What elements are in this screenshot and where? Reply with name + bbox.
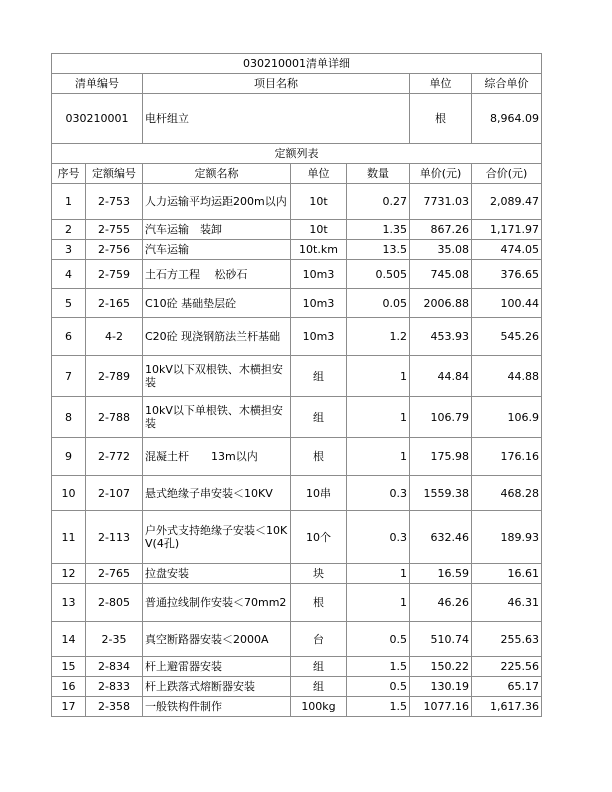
table-row [52,677,542,697]
table-row [52,184,542,220]
row-quota-code: 2-772 [86,438,143,476]
row-quota-name: 土石方工程 松砂石 [143,260,291,289]
row-quota-code: 2-113 [86,511,143,564]
row-quota-code: 2-788 [86,397,143,438]
row-quota-code: 2-833 [86,677,143,697]
row-seq: 14 [52,622,86,657]
row-unit: 10串 [291,476,347,511]
table-row [52,220,542,240]
row-seq: 1 [52,184,86,220]
row-total-price: 16.61 [472,564,542,584]
row-seq: 7 [52,356,86,397]
row-total-price: 545.26 [472,318,542,356]
row-quota-code: 2-759 [86,260,143,289]
row-quantity: 1.5 [347,697,410,717]
seq-header: 序号 [52,164,86,184]
row-unit: 组 [291,397,347,438]
quota-title-row [52,144,542,164]
row-total-price: 255.63 [472,622,542,657]
table-row [52,240,542,260]
row-quota-name: 拉盘安装 [143,564,291,584]
row-quota-code: 2-165 [86,289,143,318]
row-unit: 组 [291,677,347,697]
title-row [52,54,542,74]
row-unit-price: 44.84 [410,356,472,397]
row-quota-code: 2-755 [86,220,143,240]
row-seq: 9 [52,438,86,476]
row-quota-code: 2-805 [86,584,143,622]
table-row [52,260,542,289]
row-total-price: 225.56 [472,657,542,677]
bill-name: 电杆组立 [143,94,410,144]
row-unit-price: 130.19 [410,677,472,697]
row-seq: 17 [52,697,86,717]
row-quota-name: 混凝土杆 13m以内 [143,438,291,476]
row-unit: 10个 [291,511,347,564]
row-quota-name: 10kV以下双根铁、木横担安装 [143,356,291,397]
row-unit-price: 150.22 [410,657,472,677]
row-quota-name: C10砼 基础垫层砼 [143,289,291,318]
row-quota-name: 悬式绝缘子串安装＜10KV [143,476,291,511]
row-quota-code: 2-834 [86,657,143,677]
row-quota-name: C20砼 现浇钢筋法兰杆基础 [143,318,291,356]
bill-price-header: 综合单价 [472,74,542,94]
row-quantity: 0.5 [347,622,410,657]
quota-code-header: 定额编号 [86,164,143,184]
row-quantity: 0.27 [347,184,410,220]
bill-detail-table [51,53,542,717]
table-title: 030210001清单详细 [52,54,542,74]
row-quota-code: 2-756 [86,240,143,260]
row-quantity: 0.3 [347,476,410,511]
table-row [52,356,542,397]
row-quantity: 1 [347,356,410,397]
row-quantity: 1.35 [347,220,410,240]
row-unit-price: 175.98 [410,438,472,476]
total-price-header: 合价(元) [472,164,542,184]
row-unit: 组 [291,356,347,397]
row-seq: 11 [52,511,86,564]
row-unit: 组 [291,657,347,677]
bill-code-header: 清单编号 [52,74,143,94]
row-unit: 台 [291,622,347,657]
row-unit-price: 632.46 [410,511,472,564]
row-unit-price: 453.93 [410,318,472,356]
row-total-price: 1,171.97 [472,220,542,240]
row-unit-price: 16.59 [410,564,472,584]
row-quantity: 1 [347,564,410,584]
quota-list-title: 定额列表 [52,144,542,164]
quota-name-header: 定额名称 [143,164,291,184]
bill-price: 8,964.09 [472,94,542,144]
row-quantity: 1 [347,397,410,438]
bill-unit: 根 [410,94,472,144]
row-quantity: 1.2 [347,318,410,356]
row-total-price: 474.05 [472,240,542,260]
table-row [52,657,542,677]
row-total-price: 376.65 [472,260,542,289]
row-unit-price: 867.26 [410,220,472,240]
bill-header-row [52,74,542,94]
row-quota-code: 2-35 [86,622,143,657]
row-total-price: 44.88 [472,356,542,397]
row-seq: 16 [52,677,86,697]
row-unit-price: 1559.38 [410,476,472,511]
row-unit-price: 1077.16 [410,697,472,717]
row-seq: 2 [52,220,86,240]
row-quota-name: 一般铁构件制作 [143,697,291,717]
row-quota-code: 2-753 [86,184,143,220]
row-quota-code: 2-107 [86,476,143,511]
row-unit: 10t [291,220,347,240]
table-row [52,564,542,584]
row-total-price: 100.44 [472,289,542,318]
row-quota-name: 户外式支持绝缘子安装＜10KV(4孔) [143,511,291,564]
row-quantity: 1.5 [347,657,410,677]
row-total-price: 2,089.47 [472,184,542,220]
row-unit: 块 [291,564,347,584]
row-quota-name: 人力运输平均运距200m以内 [143,184,291,220]
unit-price-header: 单价(元) [410,164,472,184]
row-unit: 根 [291,438,347,476]
row-unit-price: 2006.88 [410,289,472,318]
row-unit-price: 745.08 [410,260,472,289]
row-unit-price: 7731.03 [410,184,472,220]
row-quantity: 1 [347,438,410,476]
row-quantity: 0.3 [347,511,410,564]
table-row [52,318,542,356]
row-unit: 10t [291,184,347,220]
table-row [52,397,542,438]
quota-header-row [52,164,542,184]
row-seq: 15 [52,657,86,677]
row-seq: 10 [52,476,86,511]
row-unit: 10m3 [291,260,347,289]
row-quota-name: 汽车运输 [143,240,291,260]
row-quota-name: 真空断路器安装＜2000A [143,622,291,657]
row-quantity: 1 [347,584,410,622]
row-unit: 根 [291,584,347,622]
row-unit: 100kg [291,697,347,717]
row-unit: 10m3 [291,289,347,318]
quota-unit-header: 单位 [291,164,347,184]
bill-name-header: 项目名称 [143,74,410,94]
table-row [52,697,542,717]
table-row [52,511,542,564]
row-total-price: 106.9 [472,397,542,438]
table-row [52,584,542,622]
row-total-price: 189.93 [472,511,542,564]
row-quantity: 0.5 [347,677,410,697]
row-quota-name: 普通拉线制作安装＜70mm2 [143,584,291,622]
row-seq: 6 [52,318,86,356]
row-total-price: 468.28 [472,476,542,511]
table-row [52,438,542,476]
row-total-price: 1,617.36 [472,697,542,717]
row-unit: 10m3 [291,318,347,356]
table-row [52,289,542,318]
row-unit-price: 46.26 [410,584,472,622]
row-quota-name: 汽车运输 装卸 [143,220,291,240]
row-quantity: 0.505 [347,260,410,289]
row-quota-code: 2-789 [86,356,143,397]
row-seq: 8 [52,397,86,438]
bill-code: 030210001 [52,94,143,144]
row-seq: 3 [52,240,86,260]
bill-unit-header: 单位 [410,74,472,94]
row-unit-price: 510.74 [410,622,472,657]
row-quantity: 0.05 [347,289,410,318]
row-quota-name: 杆上跌落式熔断器安装 [143,677,291,697]
quantity-header: 数量 [347,164,410,184]
row-seq: 5 [52,289,86,318]
row-quota-code: 4-2 [86,318,143,356]
row-unit: 10t.km [291,240,347,260]
row-total-price: 46.31 [472,584,542,622]
row-quota-name: 10kV以下单根铁、木横担安装 [143,397,291,438]
row-quota-name: 杆上避雷器安装 [143,657,291,677]
row-seq: 4 [52,260,86,289]
row-unit-price: 35.08 [410,240,472,260]
row-seq: 12 [52,564,86,584]
row-unit-price: 106.79 [410,397,472,438]
row-seq: 13 [52,584,86,622]
table-row [52,476,542,511]
row-total-price: 65.17 [472,677,542,697]
bill-summary-row [52,94,542,144]
row-quota-code: 2-358 [86,697,143,717]
table-row [52,622,542,657]
row-quantity: 13.5 [347,240,410,260]
row-quota-code: 2-765 [86,564,143,584]
row-total-price: 176.16 [472,438,542,476]
